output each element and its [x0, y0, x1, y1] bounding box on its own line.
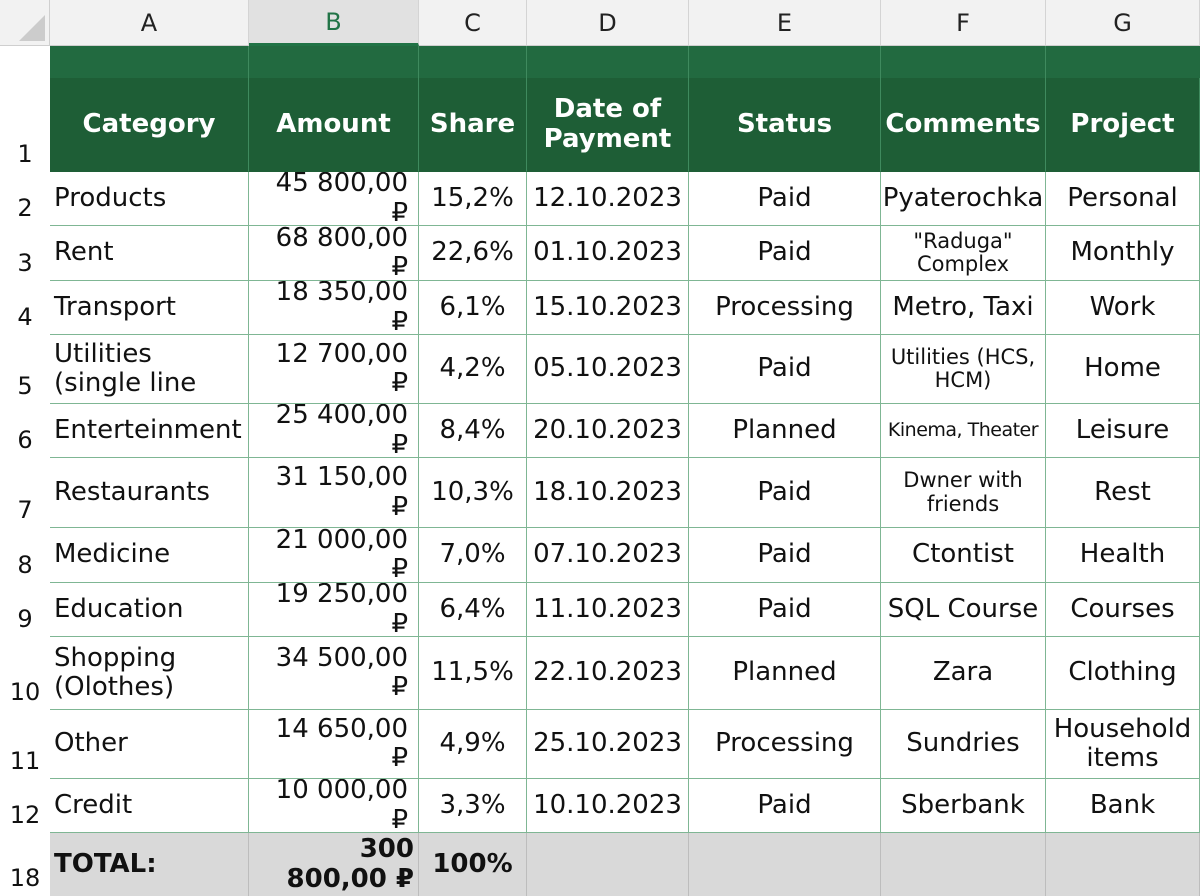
column-header-g[interactable]: G: [1046, 0, 1200, 46]
row-header-10[interactable]: 10: [0, 637, 50, 710]
cell-a10[interactable]: Shopping (Olothes): [50, 637, 249, 710]
cell-a11[interactable]: Other: [50, 710, 249, 779]
cell-b5[interactable]: 12 700,00 ₽: [249, 335, 419, 404]
cell-c4[interactable]: 6,1%: [419, 281, 527, 335]
row-header-18[interactable]: 18: [0, 833, 50, 896]
row-header-2[interactable]: 2: [0, 172, 50, 226]
header-cell-amount[interactable]: Amount: [249, 78, 419, 172]
header-cell-status[interactable]: Status: [689, 78, 881, 172]
cell-f6[interactable]: Kinema, Theater: [881, 404, 1046, 458]
row-header-11[interactable]: 11: [0, 710, 50, 779]
row-header-8[interactable]: 8: [0, 528, 50, 583]
total-cell-a[interactable]: TOTAL:: [50, 833, 249, 896]
cell-g10[interactable]: Clothing: [1046, 637, 1200, 710]
select-all-triangle-icon: [19, 15, 45, 41]
total-cell-g[interactable]: [1046, 833, 1200, 896]
cell-b9[interactable]: 19 250,00 ₽: [249, 583, 419, 637]
cell-e6[interactable]: Planned: [689, 404, 881, 458]
row-header-3[interactable]: 3: [0, 226, 50, 281]
row-header-12[interactable]: 12: [0, 779, 50, 833]
cell-d8[interactable]: 07.10.2023: [527, 528, 689, 583]
cell-e12[interactable]: Paid: [689, 779, 881, 833]
cell-f4[interactable]: Metro, Taxi: [881, 281, 1046, 335]
cell-a5[interactable]: Utilities (single line: [50, 335, 249, 404]
cell-c8[interactable]: 7,0%: [419, 528, 527, 583]
column-header-d[interactable]: D: [527, 0, 689, 46]
header-band-divider: [880, 46, 881, 78]
header-cell-date-of-payment[interactable]: Date of Payment: [527, 78, 689, 172]
cell-a12[interactable]: Credit: [50, 779, 249, 833]
cell-c7[interactable]: 10,3%: [419, 458, 527, 528]
cell-d3[interactable]: 01.10.2023: [527, 226, 689, 281]
cell-b6[interactable]: 25 400,00 ₽: [249, 404, 419, 458]
header-band-divider: [418, 46, 419, 78]
cell-b10[interactable]: 34 500,00 ₽: [249, 637, 419, 710]
cell-c10[interactable]: 11,5%: [419, 637, 527, 710]
cell-a7[interactable]: Restaurants: [50, 458, 249, 528]
cell-f9[interactable]: SQL Course: [881, 583, 1046, 637]
row-header-4[interactable]: 4: [0, 281, 50, 335]
cell-a8[interactable]: Medicine: [50, 528, 249, 583]
cell-b3[interactable]: 68 800,00 ₽: [249, 226, 419, 281]
column-header-e[interactable]: E: [689, 0, 881, 46]
cell-c9[interactable]: 6,4%: [419, 583, 527, 637]
cell-g12[interactable]: Bank: [1046, 779, 1200, 833]
cell-g6[interactable]: Leisure: [1046, 404, 1200, 458]
cell-g3[interactable]: Monthly: [1046, 226, 1200, 281]
cell-d12[interactable]: 10.10.2023: [527, 779, 689, 833]
cell-e3[interactable]: Paid: [689, 226, 881, 281]
total-cell-c[interactable]: 100%: [419, 833, 527, 896]
row-header-7[interactable]: 7: [0, 458, 50, 528]
cell-e5[interactable]: Paid: [689, 335, 881, 404]
total-cell-d[interactable]: [527, 833, 689, 896]
cell-f8[interactable]: Ctontist: [881, 528, 1046, 583]
cell-d11[interactable]: 25.10.2023: [527, 710, 689, 779]
row-header-6[interactable]: 6: [0, 404, 50, 458]
cell-e2[interactable]: Paid: [689, 172, 881, 226]
column-header-c[interactable]: C: [419, 0, 527, 46]
cell-e9[interactable]: Paid: [689, 583, 881, 637]
cell-a9[interactable]: Education: [50, 583, 249, 637]
cell-f2[interactable]: Pyaterochka: [881, 172, 1046, 226]
cell-g2[interactable]: Personal: [1046, 172, 1200, 226]
cell-c12[interactable]: 3,3%: [419, 779, 527, 833]
cell-c3[interactable]: 22,6%: [419, 226, 527, 281]
cell-a3[interactable]: Rent: [50, 226, 249, 281]
cell-b4[interactable]: 18 350,00 ₽: [249, 281, 419, 335]
header-band-divider: [248, 46, 249, 78]
header-cell-share[interactable]: Share: [419, 78, 527, 172]
cell-c5[interactable]: 4,2%: [419, 335, 527, 404]
cell-g7[interactable]: Rest: [1046, 458, 1200, 528]
cell-d10[interactable]: 22.10.2023: [527, 637, 689, 710]
total-cell-e[interactable]: [689, 833, 881, 896]
column-header-f[interactable]: F: [881, 0, 1046, 46]
cell-d6[interactable]: 20.10.2023: [527, 404, 689, 458]
cell-g8[interactable]: Health: [1046, 528, 1200, 583]
header-cell-category[interactable]: Category: [50, 78, 249, 172]
cell-d2[interactable]: 12.10.2023: [527, 172, 689, 226]
cell-d4[interactable]: 15.10.2023: [527, 281, 689, 335]
cell-f5[interactable]: Utilities (HCS, HCM): [881, 335, 1046, 404]
cell-c6[interactable]: 8,4%: [419, 404, 527, 458]
cell-b12[interactable]: 10 000,00 ₽: [249, 779, 419, 833]
cell-d9[interactable]: 11.10.2023: [527, 583, 689, 637]
header-band: [50, 46, 1200, 78]
column-header-a[interactable]: A: [50, 0, 249, 46]
cell-b2[interactable]: 45 800,00 ₽: [249, 172, 419, 226]
header-band-divider: [1045, 46, 1046, 78]
cell-b7[interactable]: 31 150,00 ₽: [249, 458, 419, 528]
cell-f11[interactable]: Sundries: [881, 710, 1046, 779]
cell-c11[interactable]: 4,9%: [419, 710, 527, 779]
cell-g9[interactable]: Courses: [1046, 583, 1200, 637]
cell-g4[interactable]: Work: [1046, 281, 1200, 335]
cell-g11[interactable]: Household items: [1046, 710, 1200, 779]
cell-e8[interactable]: Paid: [689, 528, 881, 583]
cell-c2[interactable]: 15,2%: [419, 172, 527, 226]
cell-e4[interactable]: Processing: [689, 281, 881, 335]
cell-f12[interactable]: Sberbank: [881, 779, 1046, 833]
cell-e11[interactable]: Processing: [689, 710, 881, 779]
cell-a6[interactable]: Enterteinment: [50, 404, 249, 458]
cell-e7[interactable]: Paid: [689, 458, 881, 528]
header-cell-project[interactable]: Project: [1046, 78, 1200, 172]
header-cell-comments[interactable]: Comments: [881, 78, 1046, 172]
cell-a2[interactable]: Products: [50, 172, 249, 226]
cell-f10[interactable]: Zara: [881, 637, 1046, 710]
cell-d7[interactable]: 18.10.2023: [527, 458, 689, 528]
row-header-9[interactable]: 9: [0, 583, 50, 637]
cell-e10[interactable]: Planned: [689, 637, 881, 710]
header-band-divider: [526, 46, 527, 78]
total-cell-b[interactable]: 300 800,00 ₽: [249, 833, 419, 896]
cell-g5[interactable]: Home: [1046, 335, 1200, 404]
cell-f7[interactable]: Dwner with friends: [881, 458, 1046, 528]
select-all-corner[interactable]: [0, 0, 50, 46]
column-header-b[interactable]: B: [249, 0, 419, 46]
cell-b8[interactable]: 21 000,00 ₽: [249, 528, 419, 583]
cell-a4[interactable]: Transport: [50, 281, 249, 335]
cell-b11[interactable]: 14 650,00 ₽: [249, 710, 419, 779]
row-header-5[interactable]: 5: [0, 335, 50, 404]
row-header-1[interactable]: 1: [0, 78, 50, 172]
cell-f3[interactable]: "Raduga" Complex: [881, 226, 1046, 281]
header-band-divider: [688, 46, 689, 78]
total-cell-f[interactable]: [881, 833, 1046, 896]
cell-d5[interactable]: 05.10.2023: [527, 335, 689, 404]
